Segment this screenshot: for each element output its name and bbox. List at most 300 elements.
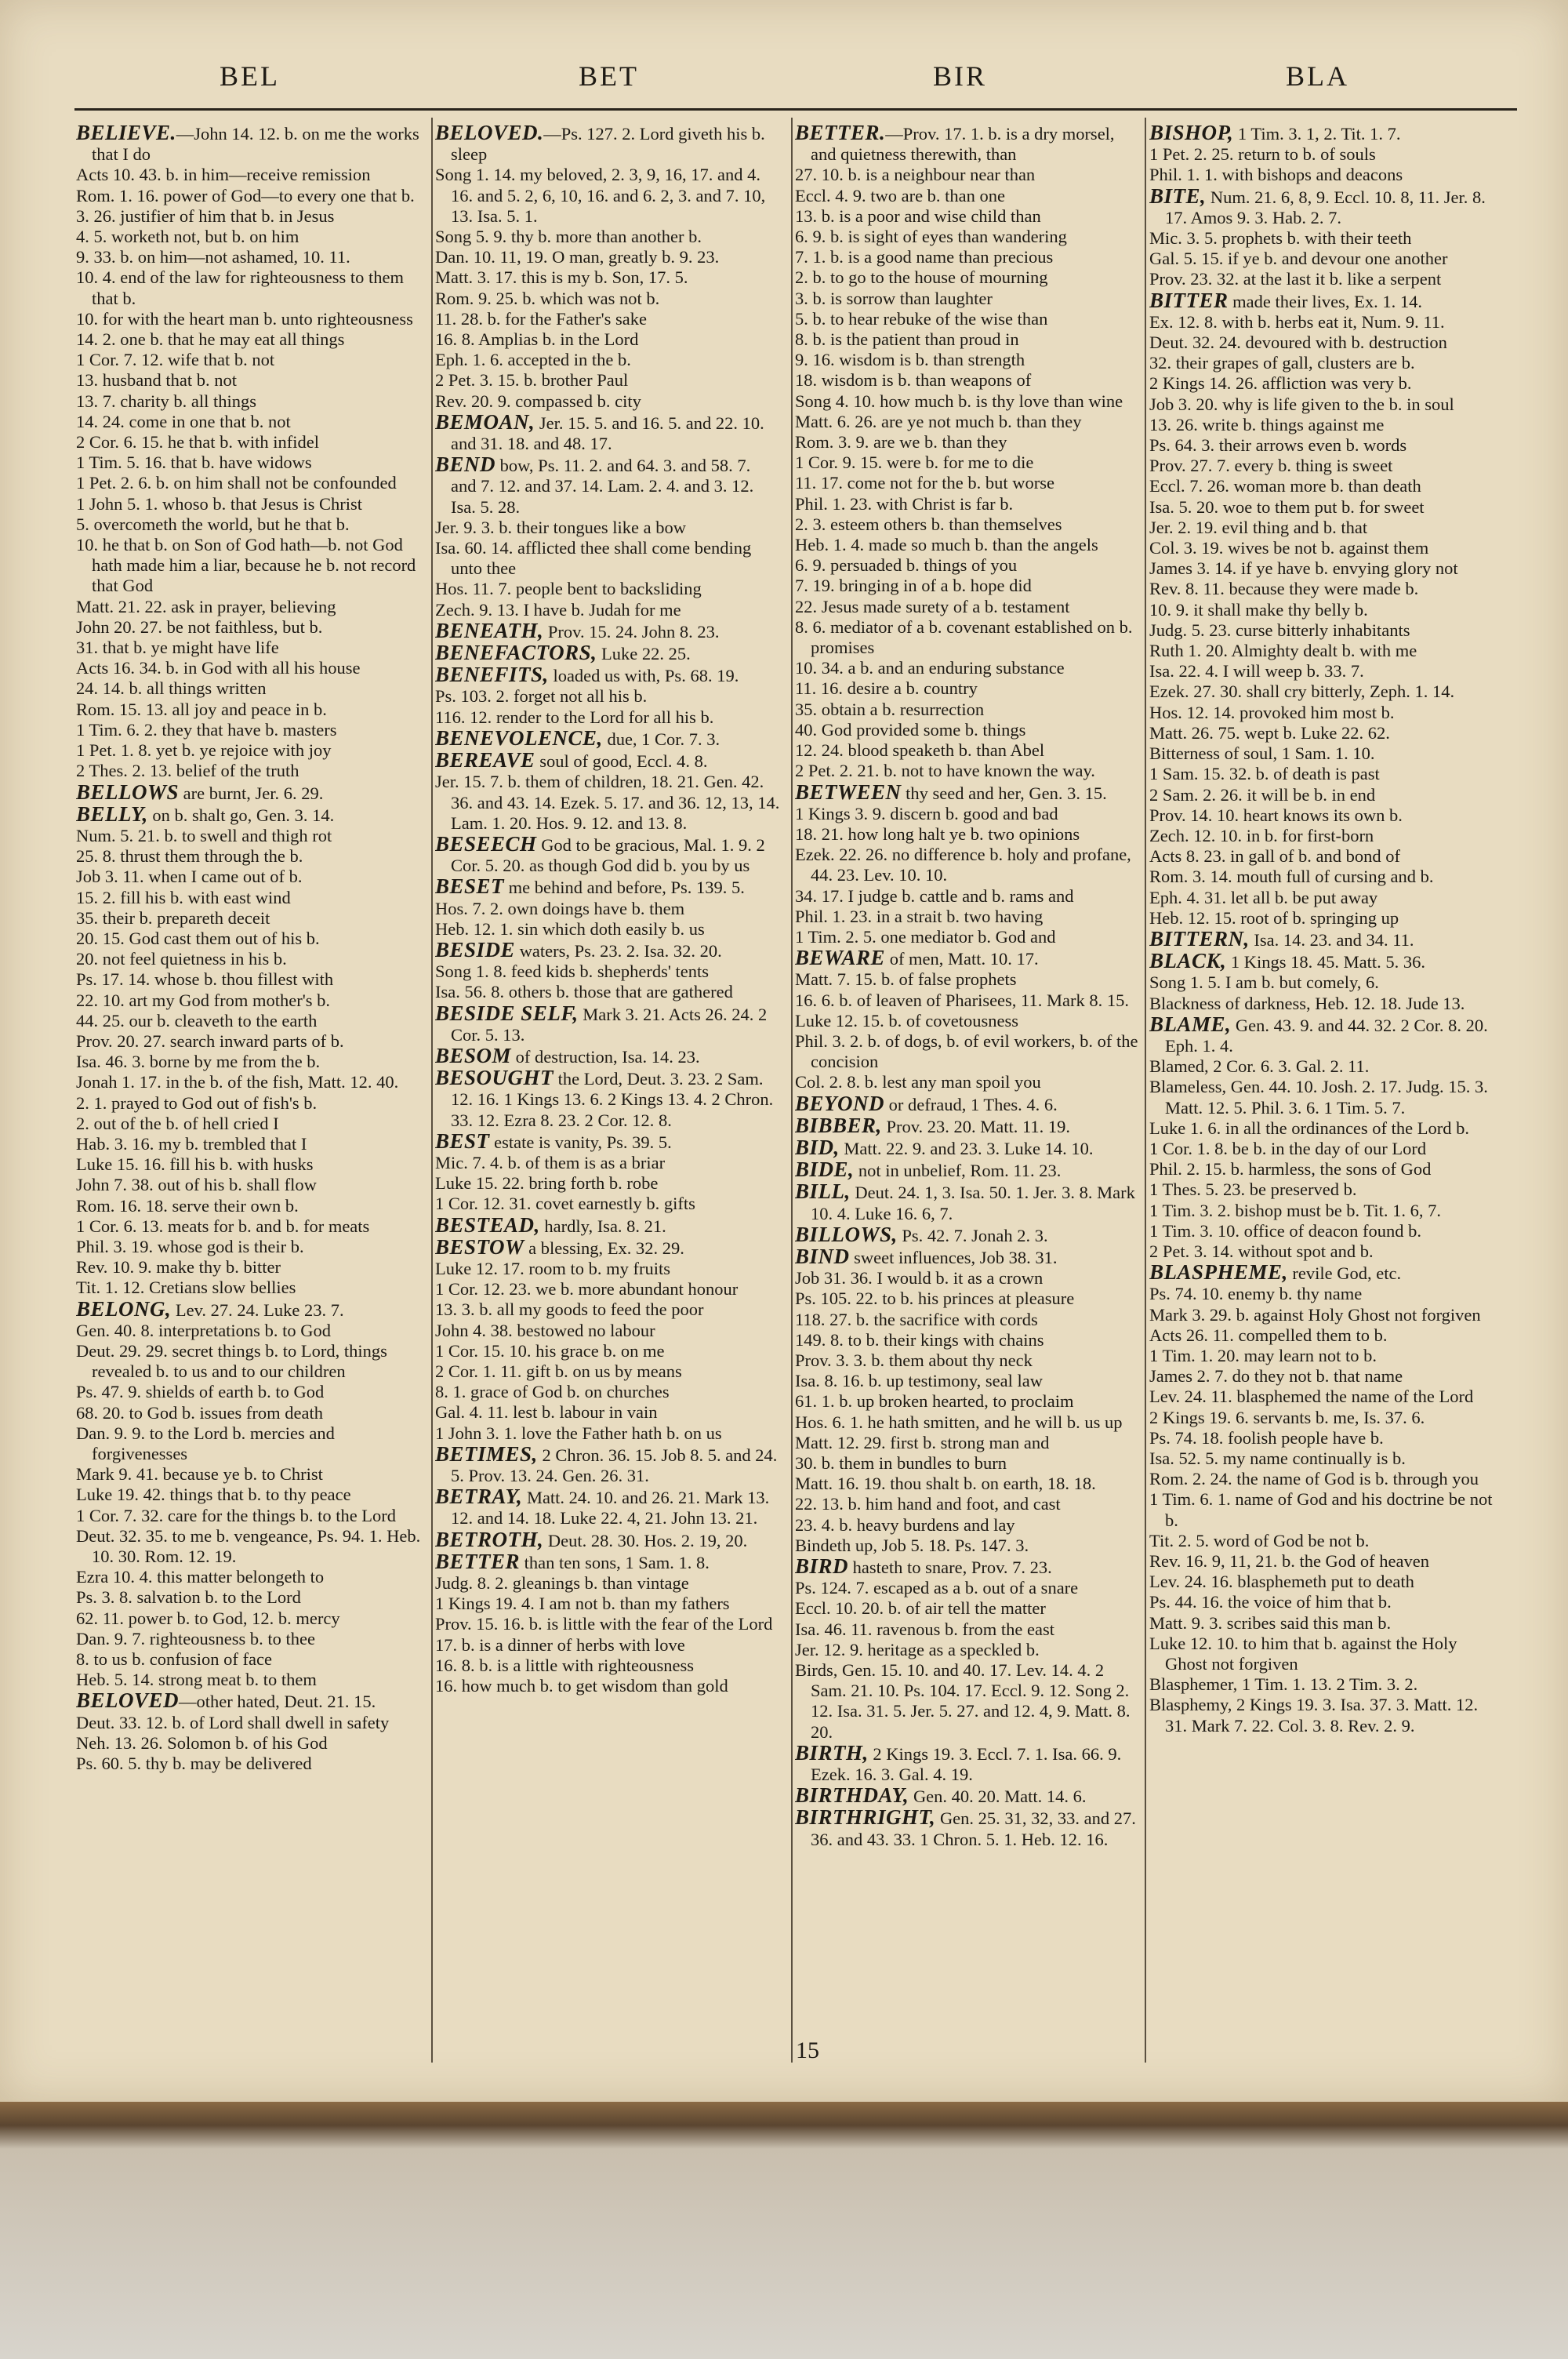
- concordance-entry: [76, 1011, 421, 1031]
- concordance-entry: [1149, 1325, 1494, 1346]
- concordance-entry: [1149, 1346, 1494, 1366]
- entry-headword: BETTER.: [795, 122, 886, 144]
- concordance-entry: [435, 165, 780, 227]
- concordance-entry: [76, 908, 421, 929]
- entry-text: 7. 19. bringing in of a b. hope did: [795, 576, 1032, 596]
- entry-headword: BEYOND: [795, 1091, 885, 1115]
- entry-text: Hos. 7. 2. own doings have b. them: [435, 898, 685, 918]
- header-rule: [74, 108, 1517, 111]
- concordance-entry: [1149, 165, 1494, 185]
- concordance-entry: [795, 1289, 1140, 1309]
- entry-text: Num. 21. 6, 8, 9. Eccl. 10. 8, 11. Jer. 8. 17. Amos 9. 3. Hab. 2. 7.: [1165, 187, 1486, 227]
- entry-text: Ps. 103. 2. forget not all his b.: [435, 686, 648, 707]
- concordance-entry: [1149, 1366, 1494, 1387]
- entry-headword: BELLY,: [76, 801, 148, 826]
- concordance-entry: [435, 1153, 780, 1173]
- entry-text: Rom. 9. 25. b. which was not b.: [435, 288, 660, 308]
- concordance-entry: [1149, 144, 1494, 165]
- entry-headword: BESOM: [435, 1043, 512, 1067]
- entry-text: Judg. 5. 23. curse bitterly inhabitants: [1149, 620, 1410, 640]
- entry-text: Blasphemer, 1 Tim. 1. 13. 2 Tim. 3. 2.: [1149, 1674, 1418, 1695]
- concordance-entry: [1149, 1284, 1494, 1304]
- concordance-entry: [795, 1330, 1140, 1350]
- entry-text: 10. for with the heart man b. unto righteousness: [76, 308, 413, 329]
- concordance-entry: [1149, 600, 1494, 620]
- concordance-entry: [435, 1402, 780, 1423]
- entry-text: Phil. 2. 15. b. harmless, the sons of God: [1149, 1159, 1432, 1180]
- concordance-entry: [795, 1660, 1140, 1743]
- entry-text: Prov. 27. 7. every b. thing is sweet: [1149, 456, 1393, 476]
- entry-text: Song 5. 9. thy b. more than another b.: [435, 227, 702, 247]
- entry-text: 2 Cor. 1. 11. gift b. on us by means: [435, 1361, 682, 1381]
- concordance-entry: [795, 494, 1140, 514]
- entry-text: 14. 2. one b. that he may eat all things: [76, 329, 345, 350]
- entry-headword: BELONG,: [76, 1296, 172, 1321]
- entry-text: Blackness of darkness, Heb. 12. 18. Jude 13.: [1149, 993, 1465, 1013]
- concordance-entry: [435, 1573, 780, 1594]
- entry-text: Rev. 20. 9. compassed b. city: [435, 391, 641, 411]
- concordance-entry: [1149, 497, 1494, 518]
- entry-text: 1 Kings 19. 4. I am not b. than my fathers: [435, 1594, 730, 1614]
- entry-text: 35. obtain a b. resurrection: [795, 699, 985, 719]
- entry-headword: BLACK,: [1149, 949, 1227, 973]
- entry-text: Mark 3. 21. Acts 26. 24. 2 Cor. 5. 13.: [451, 1004, 768, 1045]
- concordance-entry: [795, 907, 1140, 927]
- entry-text: Ezra 10. 4. this matter belongeth to: [76, 1567, 325, 1587]
- entry-text: 1 Pet. 2. 25. return to b. of souls: [1149, 144, 1376, 165]
- entry-text: Gen. 40. 20. Matt. 14. 6.: [909, 1787, 1087, 1807]
- concordance-entry: [435, 247, 780, 267]
- entry-text: Job 3. 11. when I came out of b.: [76, 867, 303, 887]
- concordance-entry: [76, 1485, 421, 1505]
- entry-text: Deut. 28. 30. Hos. 2. 19, 20.: [543, 1530, 748, 1550]
- concordance-entry: [1149, 456, 1494, 476]
- concordance-entry: [795, 267, 1140, 288]
- entry-text: Isa. 46. 11. ravenous b. from the east: [795, 1619, 1054, 1639]
- entry-text: Phil. 1. 23. in a strait b. two having: [795, 906, 1044, 926]
- concordance-entry: [76, 826, 421, 846]
- entry-text: Jer. 9. 3. b. their tongues like a bow: [435, 517, 686, 537]
- entry-text: 14. 24. come in one that b. not: [76, 411, 291, 431]
- entry-text: 1 Tim. 3. 2. bishop must be b. Tit. 1. 6, 7.: [1149, 1200, 1441, 1220]
- entry-text: 18. 21. how long halt ye b. two opinions: [795, 823, 1080, 844]
- concordance-entry: [1149, 826, 1494, 846]
- entry-text: 11. 17. come not for the b. but worse: [795, 473, 1054, 493]
- entry-text: 5. b. to hear rebuke of the wise than: [795, 308, 1048, 329]
- entry-headword: BITTERN,: [1149, 926, 1250, 951]
- concordance-entry: [795, 1474, 1140, 1494]
- entry-text: Mark 3. 29. b. against Holy Ghost not forgiven: [1149, 1304, 1481, 1325]
- entry-text: on b. shalt go, Gen. 3. 14.: [147, 805, 335, 825]
- concordance-entry: [76, 1134, 421, 1154]
- concordance-entry: [795, 1310, 1140, 1330]
- entry-text: 31. that b. ye might have life: [76, 638, 279, 658]
- entry-text: Dan. 9. 7. righteousness b. to thee: [76, 1628, 315, 1648]
- entry-text: 30. b. them in bundles to burn: [795, 1453, 1007, 1473]
- concordance-entry: [1149, 703, 1494, 723]
- concordance-entry: [795, 1619, 1140, 1640]
- concordance-entry: [1149, 785, 1494, 805]
- concordance-entry: [76, 165, 421, 185]
- entry-text: 1 Cor. 15. 10. his grace b. on me: [435, 1340, 665, 1361]
- concordance-entry: [435, 725, 780, 750]
- entry-headword: BESTOW: [435, 1234, 524, 1259]
- entry-text: Rom. 2. 24. the name of God is b. through you: [1149, 1469, 1479, 1489]
- entry-text: 9. 16. wisdom is b. than strength: [795, 350, 1025, 370]
- entry-text: Phil. 1. 23. with Christ is far b.: [795, 493, 1014, 514]
- concordance-entry: [76, 1608, 421, 1629]
- entry-text: than ten sons, 1 Sam. 1. 8.: [520, 1552, 710, 1572]
- entry-text: 2 Chron. 36. 15. Job 8. 5. and 24. 5. Prov. 13. 24. Gen. 26. 31.: [451, 1445, 778, 1485]
- entry-text: bow, Ps. 11. 2. and 64. 3. and 58. 7. and 7. 12. and 37. 14. Lam. 2. 4. and 3. 12. Isa. 5. 28.: [451, 456, 754, 517]
- concordance-entry: [435, 1299, 780, 1320]
- entry-text: Jonah 1. 17. in the b. of the fish, Matt. 12. 40.: [76, 1072, 399, 1092]
- entry-text: 1 Sam. 15. 32. b. of death is past: [1149, 764, 1380, 784]
- concordance-entry: [1149, 538, 1494, 558]
- entry-text: Rev. 16. 9, 11, 21. b. the God of heaven: [1149, 1551, 1430, 1572]
- concordance-entry: [76, 1506, 421, 1526]
- concordance-entry: [435, 1131, 780, 1153]
- concordance-entry: [795, 432, 1140, 453]
- concordance-entry: [435, 1279, 780, 1299]
- entry-text: Isa. 14. 23. and 34. 11.: [1249, 929, 1414, 950]
- concordance-entry: [435, 642, 780, 664]
- entry-headword: BELOVED.: [435, 122, 544, 144]
- entry-text: not in unbelief, Rom. 11. 23.: [854, 1161, 1062, 1181]
- entry-headword: BESIDE: [435, 937, 516, 961]
- concordance-entry: [795, 186, 1140, 206]
- concordance-entry: [1149, 1056, 1494, 1077]
- concordance-entry: [76, 990, 421, 1011]
- entry-text: 1 Tim. 1. 20. may learn not to b.: [1149, 1345, 1377, 1365]
- entry-text: 2 Kings 14. 26. affliction was very b.: [1149, 373, 1412, 394]
- entry-text: Dan. 9. 9. to the Lord b. mercies and forgivenesses: [76, 1423, 335, 1463]
- entry-text: 1 Cor. 6. 13. meats for b. and b. for meats: [76, 1216, 370, 1236]
- entry-text: 2. b. to go to the house of mourning: [795, 267, 1048, 288]
- entry-text: Bindeth up, Job 5. 18. Ps. 147. 3.: [795, 1535, 1029, 1555]
- entry-text: Phil. 1. 1. with bishops and deacons: [1149, 165, 1403, 185]
- entry-text: Deut. 32. 24. devoured with b. destruction: [1149, 333, 1447, 353]
- entry-headword: BENEATH,: [435, 618, 544, 642]
- entry-text: Rom. 3. 9. are we b. than they: [795, 432, 1007, 453]
- concordance-entry: [1149, 1428, 1494, 1448]
- concordance-entry: [795, 1785, 1140, 1807]
- concordance-entry: [795, 165, 1140, 185]
- entry-text: soul of good, Eccl. 4. 8.: [535, 751, 708, 772]
- concordance-entry: [435, 538, 780, 579]
- entry-text: Prov. 20. 27. search inward parts of b.: [76, 1030, 344, 1051]
- entry-headword: BILL,: [795, 1180, 851, 1204]
- concordance-entry: [76, 514, 421, 535]
- entry-text: Ps. 105. 22. to b. his princes at pleasure: [795, 1289, 1075, 1309]
- concordance-entry: [435, 289, 780, 309]
- entry-text: Bitterness of soul, 1 Sam. 1. 10.: [1149, 743, 1375, 764]
- concordance-entry: [435, 1259, 780, 1279]
- concordance-entry: [1149, 1613, 1494, 1634]
- entry-text: 1 Tim. 6. 1. name of God and his doctrine be not b.: [1149, 1489, 1493, 1530]
- concordance-entry: [76, 329, 421, 350]
- entry-text: 13. husband that b. not: [76, 370, 237, 391]
- entry-text: Luke 19. 42. things that b. to thy peace: [76, 1485, 351, 1505]
- entry-text: Ps. 42. 7. Jonah 2. 3.: [897, 1225, 1048, 1245]
- concordance-entry: [1149, 1489, 1494, 1530]
- entry-text: 1 Tim. 2. 5. one mediator b. God and: [795, 926, 1056, 947]
- concordance-entry: [1149, 1077, 1494, 1118]
- entry-text: 11. 16. desire a b. country: [795, 678, 978, 699]
- concordance-entry: [76, 867, 421, 887]
- concordance-entry: [1149, 764, 1494, 784]
- entry-text: 34. 17. I judge b. cattle and b. rams and: [795, 885, 1074, 906]
- entry-text: 15. 2. fill his b. with east wind: [76, 887, 291, 907]
- entry-text: Dan. 10. 11, 19. O man, greatly b. 9. 23.: [435, 247, 720, 267]
- entry-text: 18. wisdom is b. than weapons of: [795, 370, 1032, 391]
- concordance-entry: [795, 1011, 1140, 1031]
- entry-text: Ps. 3. 8. salvation b. to the Lord: [76, 1587, 301, 1608]
- concordance-entry: [1149, 353, 1494, 373]
- concordance-entry: [76, 1296, 421, 1321]
- entry-text: Matt. 22. 9. and 23. 3. Luke 14. 10.: [839, 1138, 1094, 1158]
- concordance-entry: [795, 1433, 1140, 1453]
- entry-text: 10. 9. it shall make thy belly b.: [1149, 599, 1368, 620]
- entry-text: 2 Pet. 3. 14. without spot and b.: [1149, 1241, 1374, 1261]
- entry-text: or defraud, 1 Thes. 4. 6.: [884, 1094, 1058, 1114]
- entry-text: Luke 12. 15. b. of covetousness: [795, 1010, 1018, 1030]
- entry-text: 118. 27. b. the sacrifice with cords: [795, 1309, 1038, 1329]
- concordance-entry: [795, 1371, 1140, 1391]
- entry-text: 3. 26. justifier of him that b. in Jesus: [76, 205, 335, 226]
- entry-text: Matt. 12. 29. first b. strong man and: [795, 1432, 1050, 1452]
- entry-text: Tit. 1. 12. Cretians slow bellies: [76, 1278, 296, 1298]
- entry-text: 22. 13. b. him hand and foot, and cast: [795, 1494, 1061, 1514]
- entry-text: thy seed and her, Gen. 3. 15.: [901, 783, 1107, 803]
- entry-headword: BEMOAN,: [435, 409, 535, 434]
- entry-text: Ezek. 27. 30. shall cry bitterly, Zeph. 1. 14.: [1149, 682, 1455, 702]
- entry-text: Phil. 3. 2. b. of dogs, b. of evil workers, b. of the concision: [795, 1030, 1138, 1072]
- entry-text: Song 4. 10. how much b. is thy love than wine: [795, 391, 1123, 411]
- concordance-entry: [435, 919, 780, 940]
- entry-headword: BESET: [435, 874, 505, 899]
- entry-text: Col. 2. 8. b. lest any man spoil you: [795, 1072, 1041, 1092]
- concordance-entry: [76, 432, 421, 453]
- concordance-entry: [76, 267, 421, 308]
- entry-text: 16. 8. Amplias b. in the Lord: [435, 329, 639, 350]
- entry-text: Ps. 47. 9. shields of earth b. to God: [76, 1382, 325, 1402]
- entry-text: 25. 8. thrust them through the b.: [76, 846, 303, 867]
- concordance-entry: [795, 804, 1140, 824]
- entry-text: 12. 24. blood speaketh b. than Abel: [795, 740, 1045, 761]
- concordance-entry: [795, 350, 1140, 370]
- concordance-entry: [795, 740, 1140, 761]
- concordance-entry: [795, 1181, 1140, 1223]
- concordance-entry: [435, 1486, 780, 1528]
- concordance-entry: [795, 1115, 1140, 1137]
- concordance-entry: [76, 1670, 421, 1690]
- entry-text: 1 John 5. 1. whoso b. that Jesus is Christ: [76, 493, 363, 514]
- concordance-entry: [76, 1526, 421, 1567]
- entry-text: Isa. 60. 14. afflicted thee shall come bending unto thee: [435, 538, 752, 579]
- concordance-entry: [76, 678, 421, 699]
- entry-text: Ezek. 22. 26. no difference b. holy and profane, 44. 23. Lev. 10. 10.: [795, 845, 1131, 885]
- running-head-4: BLA: [1286, 60, 1349, 92]
- concordance-entry: [435, 664, 780, 686]
- entry-text: 3. b. is sorrow than laughter: [795, 288, 993, 308]
- entry-text: Neh. 13. 26. Solomon b. of his God: [76, 1732, 328, 1753]
- entry-text: 2. out of the b. of hell cried I: [76, 1113, 279, 1133]
- entry-text: Matt. 9. 3. scribes said this man b.: [1149, 1612, 1392, 1633]
- entry-text: 10. 4. end of the law for righteousness to them that b.: [76, 267, 405, 308]
- concordance-entry: [76, 1341, 421, 1382]
- concordance-entry: [76, 969, 421, 990]
- concordance-entry: [76, 122, 421, 165]
- concordance-entry: [435, 370, 780, 391]
- concordance-entry: [795, 1536, 1140, 1556]
- entry-text: 2. 1. prayed to God out of fish's b.: [76, 1092, 318, 1113]
- concordance-entry: [1149, 1305, 1494, 1325]
- concordance-entry: [795, 206, 1140, 227]
- entry-headword: BEST: [435, 1129, 490, 1153]
- entry-text: 149. 8. to b. their kings with chains: [795, 1329, 1044, 1350]
- concordance-entry: [435, 620, 780, 642]
- entry-text: 24. 14. b. all things written: [76, 678, 267, 699]
- concordance-entry: [76, 1464, 421, 1485]
- entry-text: John 4. 38. bestowed no labour: [435, 1320, 655, 1340]
- entry-text: Matt. 6. 26. are ye not much b. than they: [795, 411, 1082, 431]
- entry-headword: BITE,: [1149, 184, 1207, 208]
- concordance-entry: [435, 1045, 780, 1067]
- entry-headword: BELOVED: [76, 1688, 180, 1713]
- entry-headword: BELIEVE.: [76, 122, 176, 144]
- concordance-entry: [435, 1382, 780, 1402]
- entry-text: Luke 12. 10. to him that b. against the Holy Ghost not forgiven: [1149, 1633, 1457, 1674]
- entry-text: 13. b. is a poor and wise child than: [795, 205, 1041, 226]
- entry-text: 16. how much b. to get wisdom than gold: [435, 1676, 728, 1696]
- concordance-entry: [76, 247, 421, 267]
- entry-text: 2 Pet. 3. 15. b. brother Paul: [435, 370, 629, 391]
- concordance-entry: [795, 947, 1140, 969]
- concordance-entry: [76, 1154, 421, 1175]
- entry-headword: BITTER: [1149, 288, 1229, 312]
- concordance-entry: [76, 801, 421, 826]
- entry-text: Song 1. 5. I am b. but comely, 6.: [1149, 972, 1379, 993]
- concordance-entry: [795, 1031, 1140, 1072]
- concordance-entry: [435, 982, 780, 1002]
- concordance-entry: [1149, 312, 1494, 333]
- entry-text: are burnt, Jer. 6. 29.: [179, 783, 324, 803]
- concordance-entry: [435, 772, 780, 834]
- entry-text: 1 John 3. 1. love the Father hath b. on us: [435, 1423, 722, 1443]
- concordance-entry: [435, 1067, 780, 1131]
- concordance-entry: [795, 576, 1140, 596]
- entry-text: 44. 25. our b. cleaveth to the earth: [76, 1010, 318, 1030]
- concordance-entry: [76, 1733, 421, 1754]
- concordance-entry: [1149, 926, 1494, 951]
- entry-text: me behind and before, Ps. 139. 5.: [504, 878, 745, 898]
- entry-text: 27. 10. b. is a neighbour near than: [795, 165, 1036, 185]
- concordance-entry: [795, 473, 1140, 493]
- entry-text: Deut. 29. 29. secret things b. to Lord, things revealed b. to us and to our children: [76, 1340, 387, 1382]
- concordance-entry: [795, 782, 1140, 804]
- column-divider: [1145, 118, 1146, 2063]
- entry-text: 1 Kings 3. 9. discern b. good and bad: [795, 803, 1058, 823]
- entry-text: Gen. 25. 31, 32, 33. and 27. 36. and 43. 33. 1 Chron. 5. 1. Heb. 12. 16.: [811, 1808, 1136, 1849]
- entry-text: Heb. 1. 4. made so much b. than the angels: [795, 535, 1098, 555]
- entry-headword: BIRTHDAY,: [795, 1783, 909, 1808]
- concordance-entry: [435, 1656, 780, 1676]
- entry-text: —other hated, Deut. 21. 15.: [179, 1692, 376, 1712]
- concordance-entry: [1149, 1674, 1494, 1695]
- entry-text: Birds, Gen. 15. 10. and 40. 17. Lev. 14. 4. 2 Sam. 21. 10. Ps. 104. 17. Eccl. 9. 12. Song 2. 12. Isa. 31. 5. Jer. 5. 27. and 12. 4, 9. Matt. 8. 20.: [795, 1660, 1131, 1742]
- entry-headword: BESEECH: [435, 831, 537, 856]
- entry-text: Matt. 7. 15. b. of false prophets: [795, 969, 1017, 990]
- concordance-entry: [76, 638, 421, 658]
- entry-text: Isa. 56. 8. others b. those that are gathered: [435, 982, 733, 1002]
- entry-text: Eccl. 4. 9. two are b. than one: [795, 185, 1006, 205]
- concordance-entry: [435, 309, 780, 329]
- entry-text: 16. 8. b. is a little with righteousness: [435, 1655, 694, 1675]
- concordance-entry: [435, 937, 780, 961]
- entry-text: waters, Ps. 23. 2. Isa. 32. 20.: [515, 940, 722, 961]
- concordance-entry: [795, 1515, 1140, 1536]
- entry-text: Heb. 5. 14. strong meat b. to them: [76, 1670, 317, 1690]
- entry-text: Jer. 12. 9. heritage as a speckled b.: [795, 1639, 1040, 1659]
- entry-text: 5. overcometh the world, but he that b.: [76, 514, 350, 534]
- entry-text: 7. 1. b. is a good name than precious: [795, 247, 1054, 267]
- entry-headword: BEWARE: [795, 946, 886, 970]
- concordance-entry: [435, 1234, 780, 1259]
- concordance-entry: [795, 1412, 1140, 1433]
- entry-text: 6. 9. persuaded b. things of you: [795, 555, 1018, 576]
- entry-headword: BETRAY,: [435, 1485, 523, 1509]
- entry-text: 20. not feel quietness in his b.: [76, 949, 287, 969]
- concordance-entry: [435, 1321, 780, 1341]
- entry-text: Ps. 17. 14. whose b. thou fillest with: [76, 969, 334, 990]
- concordance-entry: [795, 535, 1140, 555]
- entry-text: 1 Tim. 3. 1, 2. Tit. 1. 7.: [1233, 124, 1401, 144]
- entry-headword: BENEVOLENCE,: [435, 725, 603, 750]
- concordance-entry: [1149, 1695, 1494, 1736]
- concordance-entry: [435, 409, 780, 454]
- concordance-entry: [1149, 1241, 1494, 1262]
- concordance-entry: [1149, 1180, 1494, 1200]
- entry-headword: BIBBER,: [795, 1113, 882, 1137]
- entry-text: made their lives, Ex. 1. 14.: [1228, 291, 1422, 311]
- concordance-entry: [435, 1361, 780, 1382]
- concordance-entry: [76, 1237, 421, 1257]
- entry-text: 2 Kings 19. 3. Eccl. 7. 1. Isa. 66. 9. Ezek. 16. 3. Gal. 4. 19.: [811, 1743, 1122, 1785]
- entry-text: Gal. 5. 15. if ye b. and devour one another: [1149, 249, 1448, 269]
- entry-text: Lev. 24. 16. blasphemeth put to death: [1149, 1572, 1414, 1592]
- entry-text: 2 Sam. 2. 26. it will be b. in end: [1149, 784, 1376, 805]
- entry-text: 16. 6. b. of leaven of Pharisees, 11. Mark 8. 15.: [795, 990, 1129, 1010]
- concordance-entry: [1149, 435, 1494, 456]
- concordance-entry: [435, 1441, 780, 1486]
- entry-text: 1 Tim. 5. 16. that b. have widows: [76, 453, 312, 473]
- concordance-entry: [1149, 394, 1494, 415]
- concordance-entry: [435, 1594, 780, 1614]
- entry-headword: BLAME,: [1149, 1012, 1232, 1036]
- concordance-entry: [76, 761, 421, 781]
- entry-headword: BESTEAD,: [435, 1212, 540, 1237]
- entry-text: Luke 22. 25.: [597, 644, 691, 664]
- entry-text: 17. b. is a dinner of herbs with love: [435, 1634, 685, 1655]
- entry-headword: BETIMES,: [435, 1441, 538, 1466]
- entry-text: 23. 4. b. heavy burdens and lay: [795, 1514, 1015, 1535]
- concordance-entry: [435, 518, 780, 538]
- entry-text: 2 Cor. 6. 15. he that b. with infidel: [76, 432, 319, 453]
- running-head-3: BIR: [933, 60, 988, 92]
- running-head-2: BET: [579, 60, 639, 92]
- entry-text: Blamed, 2 Cor. 6. 3. Gal. 2. 11.: [1149, 1056, 1370, 1077]
